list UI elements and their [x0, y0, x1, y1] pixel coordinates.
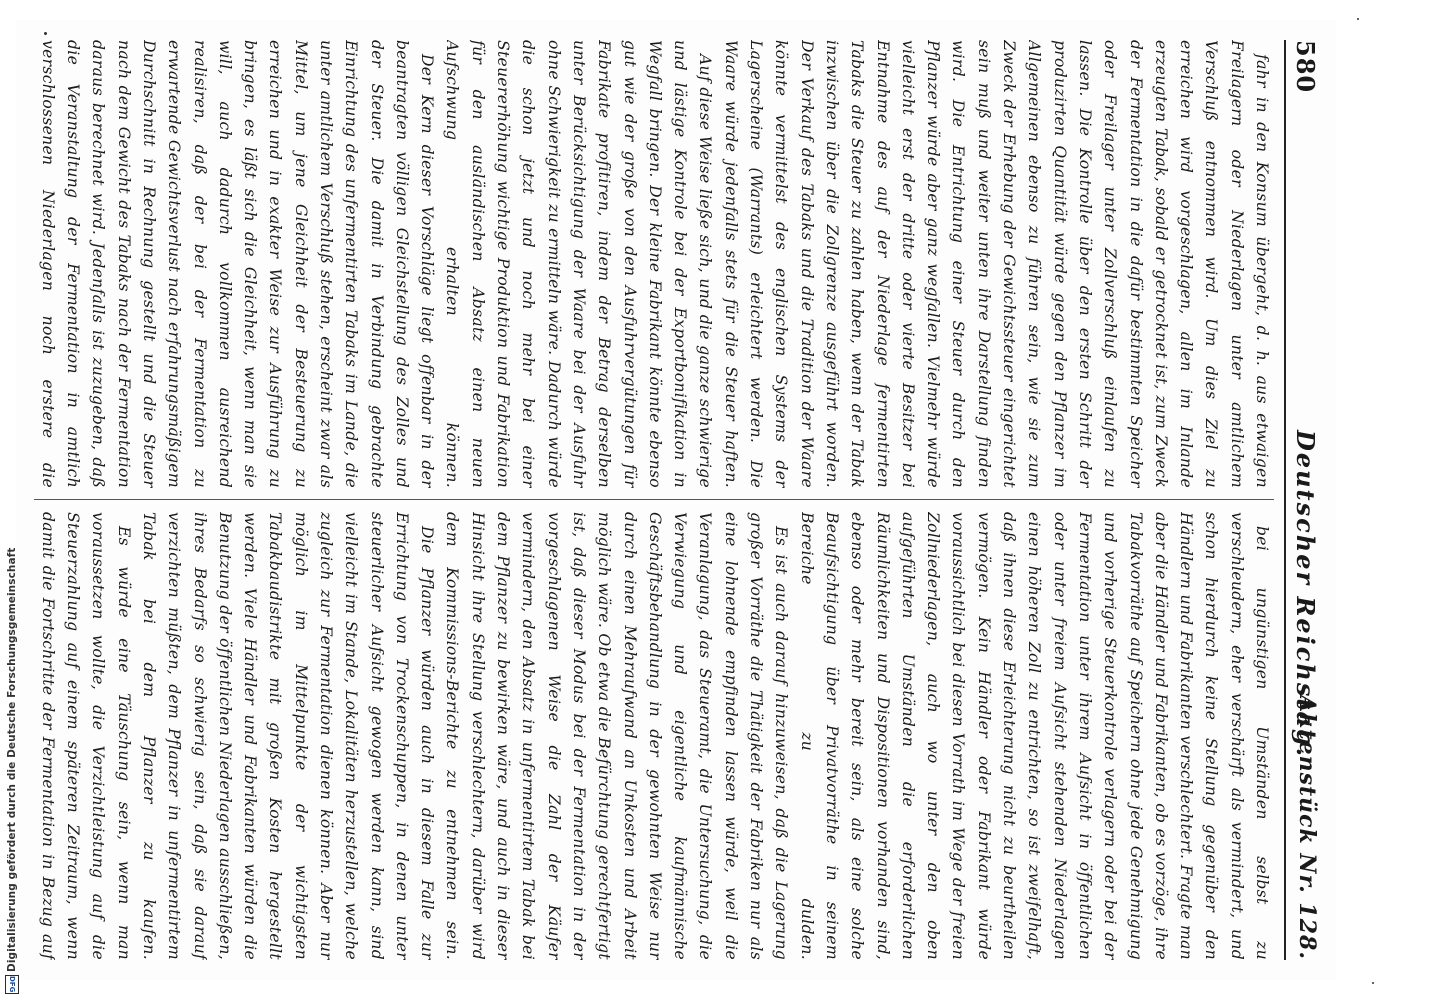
paragraph: fahr in den Konsum übergeht, d. h. aus etwaigen Freilagern oder Niederlagen unter amtlichem Verschluß entnommen wird. Um dies Ziel zu erreichen wird vorgeschlagen, allen im Inlande erzeugten Tabak, sobald er getrocknet ist, zum Zweck der Fermentation in die dafür bestimmten Speicher oder Freilager unter Zollverschluß einlaufen zu lassen. Die Kontrolle über den ersten Schritt der produzirten Quantität würde gegen den Pflanzer im Allgemeinen ebenso zu führen sein, wie sie zum Zweck der Erhebung der Gewichtssteuer eingerichtet sein muß und weiter unten ihre Darstellung finden wird. Die Entrichtung einer Steuer durch den Pflanzer würde aber ganz wegfallen. Vielmehr würde vielleicht erst der dritte oder vierte Besitzer bei Entnahme des auf der Niederlage fermentirten Tabaks die Steuer zu zahlen haben, wenn der Tabak inzwischen über die Zollgrenze ausgeführt worden. Der Verkauf des Tabaks und die Tradition der Waare könnte vermittelst des englischen Systems der Lagerscheine (Warrants) erleichtert werden. Die Waare würde jedenfalls stets für die Steuer haften. [721, 40, 1271, 488]
page-header [1284, 40, 1326, 960]
paragraph: Es ist auch darauf hinzuweisen, daß die Lagerung großer Vorräthe die Thätigkeit der Fabriken nur als eine lohnende empfinden lassen würde, weil die Veranlagung, das Steueramt, die Untersuchung, die Verwiegung und eigentliche kaufmännische Geschäftsbehandlung in der gewohnten Weise nur durch einen Mehraufwand an Unkosten und Arbeit möglich wäre. Ob etwa die Befürchtung gerechtfertigt ist, daß dieser Modus bei der Fermentation in der vorgeschlagenen Weise die Zahl der Käufer vermindern, den Absatz in unfermentirtem Tabak bei dem Pflanzer zu bewirken wäre, und auch in dieser Hinsicht ihre Stellung verschlechtern, darüber wird dem Kommissions-Berichte zu entnehmen sein. [443, 512, 791, 960]
right-text-column [34, 512, 1274, 960]
paragraph: Auf diese Weise ließe sich, und die ganze schwierige und lästige Kontrole bei der Exportbonifikation in Wegfall bringen. Der kleine Fabrikant könnte ebenso gut wie der große von den Ausfuhrvergütungen für Fabrikate profitiren, indem der Betrag derselben unter Berücksichtigung der Waare bei der Ausfuhr ohne Schwierigkeit zu ermitteln wäre. Dadurch würde die schon jetzt und noch mehr bei einer Steuererhöhung wichtige Produktion und Fabrikation für den ausländischen Absatz einen neuen Aufschwung erhalten können. [443, 40, 715, 488]
journal-title: Deutscher Reichstag. [1291, 430, 1320, 759]
scan-speck [1372, 982, 1374, 984]
scan-speck [1357, 18, 1359, 20]
paragraph: bei ungünstigen Umständen selbst zu verschleudern, eher verschärft als vermindert, und schon hierdurch keine Stellung gegenüber den Händlern und Fabrikanten verschlechtert. Fragte man aber die Händler und Fabrikanten, ob es vorzöge, ihre Tabakvorräthe auf Speichern ohne jede Genehmigung und vorherige Steuerkontrole verlagern oder bei der Fermentation unter ihrem Aufsicht in öffentlichen oder unter freiem Aufsicht stehenden Niederlagen einen höheren Zoll zu entrichten, so ist zweifelhaft, daß ihnen diese Erleichterung nicht zu beurtheilen vermögen. Kein Händler oder Fabrikant würde voraussichtlich bei diesen Vorrath im Wege der freien Zollniederlagen, auch wo unter den oben aufgeführten Umständen die erforderlichen Räumlichkeiten und Dispositionen vorhanden sind, ebenso oder mehr bereit sein, als eine solche Beaufsichtigung über Privatvorräthe in seinem Bereiche zu dulden. [797, 512, 1271, 960]
digitisation-credit [0, 0, 24, 1000]
dfg-logo-icon: DFG [5, 975, 19, 994]
paragraph: Die Pflanzer würden auch in diesem Falle zur Errichtung von Trockenschuppen, in denen unter steuerlicher Aufsicht gewogen werden kann, sind vielleicht im Stande, Lokalitäten herzustellen, welche zugleich zur Fermentation dienen können. Aber nur möglich im Mittelpunkte der wichtigsten Tabakbaudistrikte mit großen Kosten hergestellt werden. Viele Händler und Fabrikanten würden die Benutzung der öffentlichen Niederlagen ausschließen, ihres Bedarfs so schwierig sein, daß sie darauf verzichten müßten, dem Pflanzer in unfermentirtem Tabak bei dem Pflanzer zu kaufen. [139, 512, 437, 960]
left-text-column [34, 40, 1274, 488]
printed-page [16, 20, 1336, 980]
paragraph: Es würde eine Täuschung sein, wenn man voraussetzen wollte, die Verzichtleistung auf die Steuerzahlung auf einem späteren Zeitraum, wenn damit die Fortschritte der Fermentation in Bezug auf [38, 512, 133, 960]
page-number: 580 [1291, 40, 1320, 94]
credit-text: Digitalisierung gefördert durch die Deutsche Forschungsgemeinschaft [6, 547, 18, 972]
scan-speck [44, 32, 47, 35]
paragraph: Der Kern dieser Vorschläge liegt offenbar in der beantragten völligen Gleichstellung des Zolles und der Steuer. Die damit in Verbindung gebrachte Einrichtung des unfermentirten Tabaks im Lande, die unter amtlichem Verschluß stehen, erscheint zwar als Mittel, um jene Gleichheit der Besteuerung zu erreichen und in exakter Weise zur Ausführung zu bringen, es läßt sich die Gleichheit, wenn man sie will, auch dadurch vollkommen ausreichend realisiren, daß der bei der Fermentation zu erwartende Gewichtsverlust nach erfahrungsmäßigem Durchschnitt in Rechnung gestellt und die Steuer nach dem Gewicht des Tabaks nach der Fermentation daraus berechnet wird. Jedenfalls ist zuzugeben, daß die Veranstaltung der Fermentation in amtlich verschlossenen Niederlagen noch erstere die [38, 40, 437, 488]
document-reference: Aktenstück Nr. 128. [1294, 695, 1320, 960]
column-divider [34, 499, 1274, 500]
